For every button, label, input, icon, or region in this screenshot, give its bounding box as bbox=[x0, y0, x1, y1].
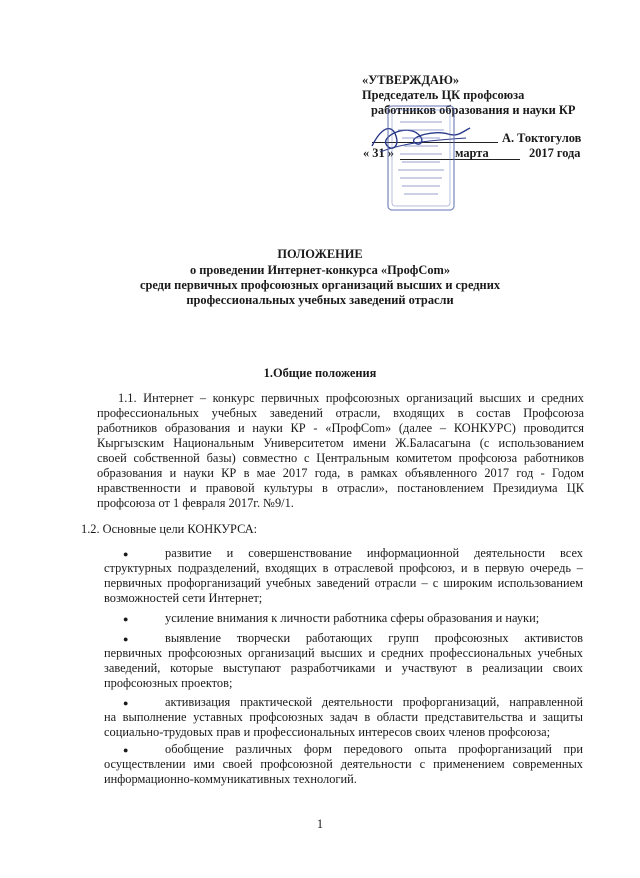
bullet-icon: ● bbox=[123, 698, 129, 708]
bullet-icon: ● bbox=[123, 614, 129, 624]
signer-name: А. Токтогулов bbox=[502, 131, 582, 145]
paragraph-line: образования и науки КР в мае 2017 года, в рамках объявленного 2017 год - Годом bbox=[97, 466, 584, 480]
list-item-line: заведений, которые выступают разработчиками и участвуют в реализации своих bbox=[104, 661, 583, 675]
paragraph-line: работников образования и науки КР - «ПрофCom» (далее – КОНКУРС) проводится bbox=[97, 421, 584, 435]
subsection-heading: 1.2. Основные цели КОНКУРСА: bbox=[81, 522, 258, 536]
list-item-line: развитие и совершенствование информационной деятельности всех bbox=[165, 546, 583, 560]
list-item-line: усиление внимания к личности работника сферы образования и науки; bbox=[165, 611, 540, 625]
list-item-line: первичных профсоюзных организаций высших и средних профессиональных учебных bbox=[104, 646, 583, 660]
paragraph-line: профсоюза от 1 февраля 2017г. №9/1. bbox=[97, 496, 294, 510]
list-item-line: выявление творчески работающих групп профсоюзных активистов bbox=[165, 631, 583, 645]
bullet-icon: ● bbox=[123, 745, 129, 755]
bullet-icon: ● bbox=[123, 549, 129, 559]
document-subtitle-line3: профессиональных учебных заведений отрасли bbox=[186, 293, 454, 307]
document-subtitle: о проведении Интернет-конкурса «ПрофCom» bbox=[189, 263, 451, 277]
list-item-line: осуществлении ими своей профсоюзной деятельности с применением современных bbox=[104, 757, 583, 771]
paragraph-line: Кыргызским Национальным Университетом имени Ж.Баласагына (с использованием bbox=[97, 436, 584, 450]
date-day: « 31 » bbox=[363, 146, 394, 160]
paragraph-line: своей собственной базы) совместно с Центральным комитетом профсоюза работников bbox=[97, 451, 584, 465]
bullet-icon: ● bbox=[123, 634, 129, 644]
list-item-line: активизация практической деятельности профорганизаций, направленной bbox=[165, 695, 583, 709]
list-item-line: социально-трудовых прав и профессиональных интересов своих членов профсоюза; bbox=[104, 725, 551, 739]
date-year: 2017 года bbox=[529, 146, 581, 160]
paragraph-line: нравственности и правовой культуры в отрасли», постановлением Президиума ЦК bbox=[97, 481, 584, 495]
document-subtitle-line2: среди первичных профсоюзных организаций высших и средних bbox=[139, 278, 501, 292]
date-month: марта bbox=[455, 146, 489, 160]
page-number: 1 bbox=[316, 817, 324, 831]
paragraph-line: профессиональных учебных заведений отрасли, входящих в состав Профсоюза bbox=[97, 406, 584, 420]
approval-chairman: Председатель ЦК профсоюза bbox=[362, 88, 525, 102]
organization-stamp bbox=[382, 100, 462, 220]
list-item-line: профсоюзных проектов; bbox=[104, 676, 233, 690]
list-item-line: обобщение различных форм передового опыта профорганизаций при bbox=[165, 742, 583, 756]
approval-heading: «УТВЕРЖДАЮ» bbox=[362, 73, 460, 87]
list-item-line: структурных подразделений, входящих в отраслевой профсоюз, и в первую очередь – bbox=[104, 561, 583, 575]
list-item-line: информационно-коммуникативных технологий. bbox=[104, 772, 357, 786]
paragraph-line: 1.1. Интернет – конкурс первичных профсоюзных организаций высших и средних bbox=[118, 391, 584, 405]
approval-organization: работников образования и науки КР bbox=[371, 103, 576, 117]
document-title: ПОЛОЖЕНИЕ bbox=[277, 247, 363, 261]
section-heading: 1.Общие положения bbox=[263, 366, 377, 380]
list-item-line: на выполнение уставных профсоюзных задач в области представительства и защиты bbox=[104, 710, 583, 724]
list-item-line: первичных профорганизаций учебных заведений отрасли – с широким использованием bbox=[104, 576, 583, 590]
list-item-line: возможностей сети Интернет; bbox=[104, 591, 263, 605]
